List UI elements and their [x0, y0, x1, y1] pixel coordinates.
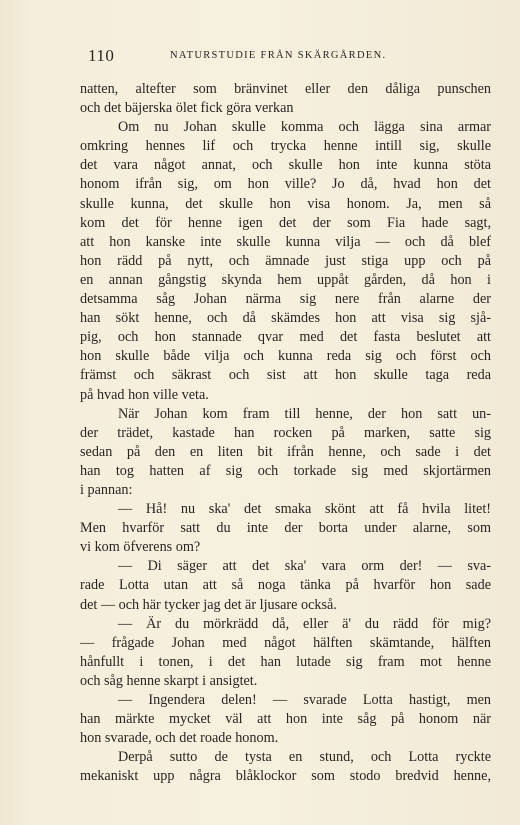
- text-line: Om nu Johan skulle komma och lägga sina armar: [118, 119, 491, 136]
- text-line: vi kom öfverens om?: [80, 539, 201, 556]
- text-line: der trädet, kastade han rocken på marken, satte sig: [80, 424, 491, 441]
- text-line: kom det för henne igen det der som Fia hade sagt,: [80, 214, 491, 231]
- running-head: NATURSTUDIE FRÅN SKÄRGÅRDEN.: [170, 50, 387, 61]
- text-line: — Di säger att det ska' vara orm der! — sva-: [118, 558, 491, 575]
- text-line: — Hå! nu ska' det smaka skönt att få hvila litet!: [118, 501, 491, 518]
- text-line: på hvad hon ville veta.: [80, 386, 209, 403]
- text-line: hon skulle både vilja och kunna reda sig och först och: [80, 348, 491, 365]
- text-line: omkring hennes lif och trycka henne intill sig, skulle: [80, 138, 491, 155]
- text-line: skulle kunna, det skulle hon visa honom. Ja, men så: [80, 195, 491, 212]
- text-line: natten, altefter som bränvinet eller den dåliga punschen: [80, 81, 491, 97]
- text-line: det vara något annat, och skulle hon inte kunna stöta: [80, 157, 491, 174]
- text-line: hånfullt i tonen, i det han lutade sig fram mot henne: [80, 653, 491, 670]
- text-line: detsamma såg Johan närma sig nere från alarne der: [80, 291, 491, 308]
- page-number: 110: [88, 46, 115, 65]
- text-line: han märkte mycket väl att hon inte såg på honom när: [80, 711, 491, 728]
- text-line: hon svarade, och det roade honom.: [80, 730, 279, 747]
- page-header: [88, 46, 498, 66]
- text-line: rade Lotta utan att så noga tänka på hvarför hon sade: [80, 577, 491, 594]
- text-line: Men hvarför satt du inte der borta under alarne, som: [80, 520, 491, 537]
- text-line: han tog hatten af sig och torkade sig med skjortärmen: [80, 462, 491, 479]
- text-line: — frågade Johan med något hälften skämtande, hälften: [80, 634, 491, 651]
- text-line: honom ifrån sig, om hon ville? Jo då, hvad hon det: [80, 176, 491, 193]
- text-line: hon rädd på nytt, och ämnade just stiga upp och på: [80, 252, 491, 269]
- text-line: främst och säkrast och sist att hon skulle taga reda: [80, 367, 491, 384]
- text-line: Derpå sutto de tysta en stund, och Lotta ryckte: [118, 749, 491, 766]
- text-line: och det bäjerska ölet fick göra verkan: [80, 100, 294, 117]
- text-line: att hon kanske inte skulle kunna vilja — och då blef: [80, 233, 491, 250]
- text-line: en annan gångstig skynda hem uppåt gården, då hon i: [80, 271, 491, 288]
- text-line: han sökt henne, och då skämdes hon att visa sig sjå-: [80, 310, 491, 327]
- body-text: [80, 80, 491, 786]
- text-line: sedan på den en liten bit ifrån henne, och sade i det: [80, 443, 491, 460]
- text-line: — Ingendera delen! — svarade Lotta hastigt, men: [118, 692, 491, 708]
- text-line: i pannan:: [80, 481, 133, 498]
- text-line: pig, och hon stannade qvar med det fasta beslutet att: [80, 329, 491, 346]
- text-line: När Johan kom fram till henne, der hon satt un-: [118, 405, 491, 422]
- text-line: mekaniskt upp några blåklockor som stodo bredvid henne,: [80, 768, 491, 785]
- text-line: det — och här tycker jag det är ljusare också.: [80, 596, 337, 613]
- text-line: och såg henne skarpt i ansigtet.: [80, 672, 258, 689]
- text-line: — Är du mörkrädd då, eller ä' du rädd för mig?: [118, 615, 491, 632]
